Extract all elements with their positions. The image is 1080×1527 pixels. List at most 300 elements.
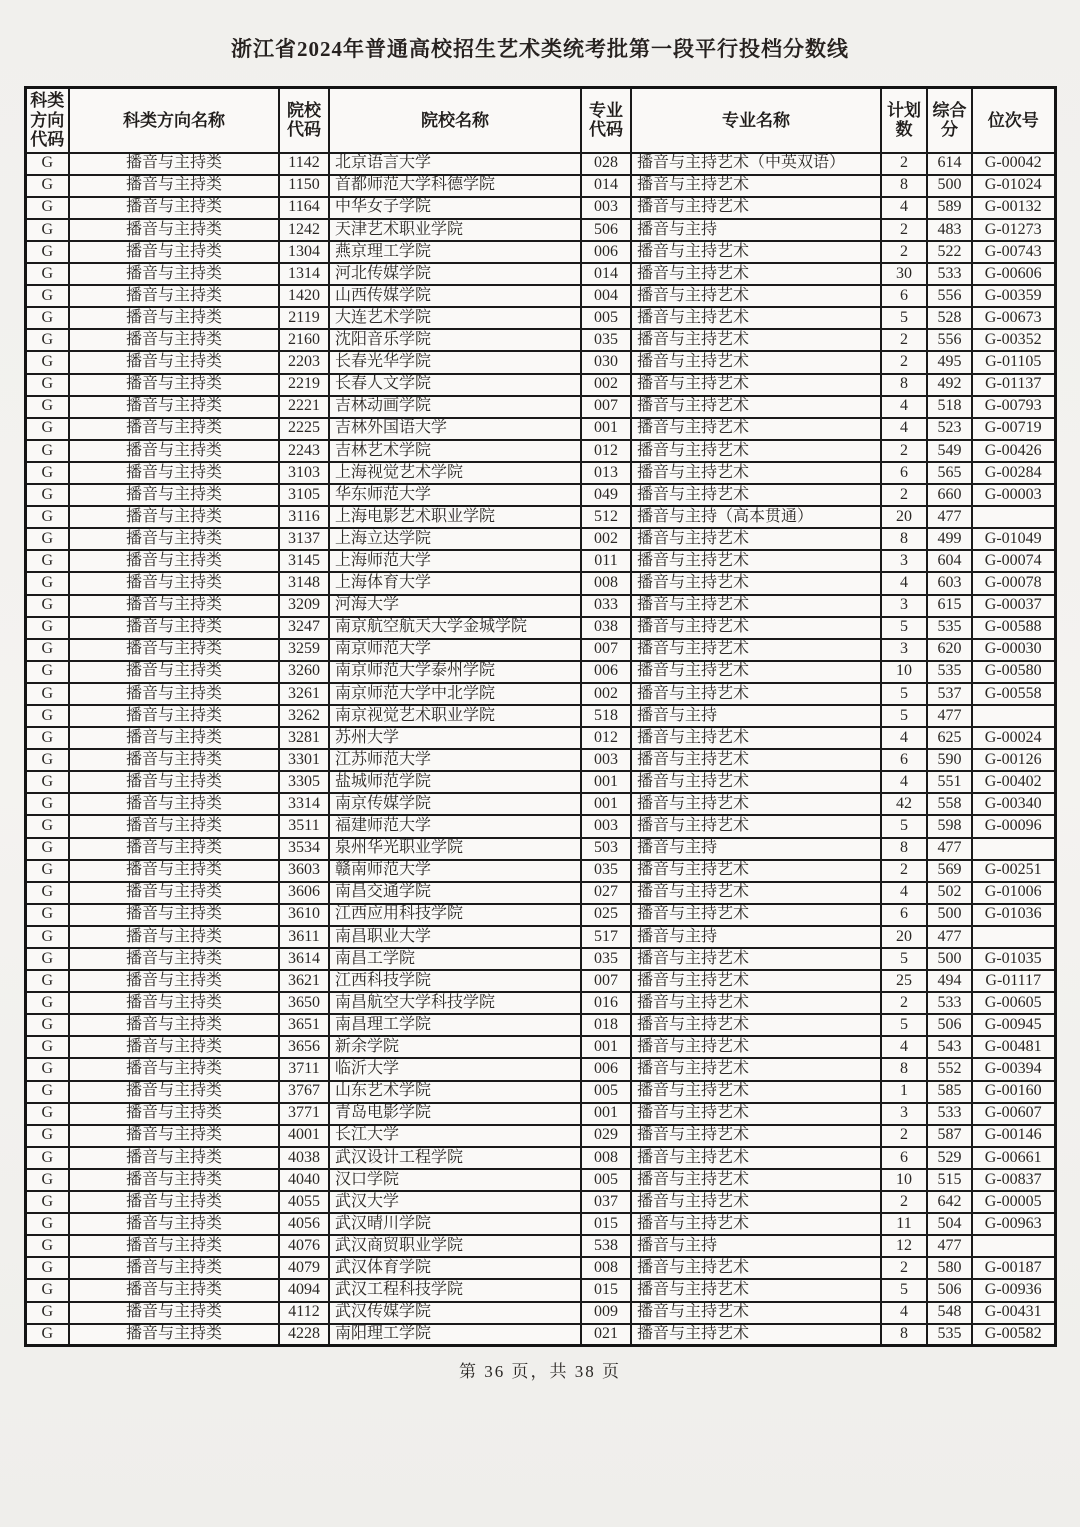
cell: 6 <box>881 285 927 307</box>
cell: 569 <box>927 860 972 882</box>
cell: 播音与主持艺术 <box>631 197 881 219</box>
cell: 2 <box>881 992 927 1014</box>
cell: G <box>25 396 69 418</box>
cell: 517 <box>581 926 631 948</box>
cell: 苏州大学 <box>329 727 581 749</box>
cell: G-00003 <box>972 484 1055 506</box>
cell: 播音与主持艺术 <box>631 771 881 793</box>
cell: 2 <box>881 1191 927 1213</box>
cell: 2 <box>881 1257 927 1279</box>
cell: 035 <box>581 329 631 351</box>
table-row <box>25 550 1055 572</box>
cell: 播音与主持艺术 <box>631 992 881 1014</box>
cell: 551 <box>927 771 972 793</box>
cell: 477 <box>927 838 972 860</box>
cell: 002 <box>581 683 631 705</box>
cell: G-00431 <box>972 1302 1055 1324</box>
cell: 播音与主持类 <box>69 528 279 550</box>
cell: 615 <box>927 595 972 617</box>
cell: 长春光华学院 <box>329 351 581 373</box>
cell: 535 <box>927 661 972 683</box>
cell: G-00251 <box>972 860 1055 882</box>
cell: 522 <box>927 241 972 263</box>
cell: 6 <box>881 462 927 484</box>
cell: 477 <box>927 1235 972 1257</box>
cell: 南昌交通学院 <box>329 882 581 904</box>
cell: G <box>25 948 69 970</box>
cell: 播音与主持类 <box>69 1103 279 1125</box>
cell: 播音与主持类 <box>69 197 279 219</box>
cell: G-01137 <box>972 374 1055 396</box>
column-header-8: 综合分 <box>927 88 972 153</box>
cell: 543 <box>927 1036 972 1058</box>
cell <box>972 1235 1055 1257</box>
cell: 5 <box>881 1279 927 1301</box>
cell: 播音与主持艺术 <box>631 1058 881 1080</box>
cell: G <box>25 1235 69 1257</box>
cell: 3614 <box>279 948 329 970</box>
cell: 013 <box>581 462 631 484</box>
cell: 506 <box>927 1014 972 1036</box>
cell: G-00558 <box>972 683 1055 705</box>
cell: 播音与主持艺术 <box>631 860 881 882</box>
cell: 播音与主持艺术 <box>631 1279 881 1301</box>
cell: 武汉设计工程学院 <box>329 1147 581 1169</box>
cell: 上海视觉艺术学院 <box>329 462 581 484</box>
cell: 播音与主持艺术 <box>631 1213 881 1235</box>
cell: G-00132 <box>972 197 1055 219</box>
cell: G-01105 <box>972 351 1055 373</box>
cell: 4 <box>881 771 927 793</box>
cell: 播音与主持 <box>631 926 881 948</box>
table-row <box>25 285 1055 307</box>
table-row <box>25 1324 1055 1346</box>
cell: 3209 <box>279 595 329 617</box>
cell: G <box>25 241 69 263</box>
table-body <box>25 153 1055 1346</box>
cell: 42 <box>881 793 927 815</box>
cell: 播音与主持类 <box>69 396 279 418</box>
cell: 533 <box>927 992 972 1014</box>
cell: 播音与主持类 <box>69 1125 279 1147</box>
cell: 播音与主持艺术 <box>631 1324 881 1346</box>
cell: 30 <box>881 263 927 285</box>
cell: 中华女子学院 <box>329 197 581 219</box>
cell: 502 <box>927 882 972 904</box>
cell: 620 <box>927 639 972 661</box>
table-row <box>25 1081 1055 1103</box>
cell: 483 <box>927 219 972 241</box>
cell: 027 <box>581 882 631 904</box>
cell: G-00673 <box>972 307 1055 329</box>
cell: 3314 <box>279 793 329 815</box>
cell: 007 <box>581 639 631 661</box>
cell: 播音与主持艺术 <box>631 572 881 594</box>
cell: G <box>25 285 69 307</box>
cell: G-00402 <box>972 771 1055 793</box>
cell: 播音与主持类 <box>69 617 279 639</box>
cell: 播音与主持类 <box>69 904 279 926</box>
cell: 021 <box>581 1324 631 1346</box>
cell: G-00078 <box>972 572 1055 594</box>
cell: G <box>25 727 69 749</box>
cell: 014 <box>581 175 631 197</box>
cell: 播音与主持艺术 <box>631 815 881 837</box>
cell: 播音与主持类 <box>69 727 279 749</box>
cell: 3103 <box>279 462 329 484</box>
cell: 2219 <box>279 374 329 396</box>
cell: G <box>25 484 69 506</box>
cell: G-01006 <box>972 882 1055 904</box>
cell: 1304 <box>279 241 329 263</box>
cell: G <box>25 617 69 639</box>
cell: 603 <box>927 572 972 594</box>
table-row <box>25 418 1055 440</box>
cell: G-00096 <box>972 815 1055 837</box>
cell: 2 <box>881 329 927 351</box>
cell: G <box>25 639 69 661</box>
cell: 8 <box>881 838 927 860</box>
table-row <box>25 572 1055 594</box>
cell: 播音与主持艺术 <box>631 484 881 506</box>
cell: 5 <box>881 307 927 329</box>
cell: 3 <box>881 1103 927 1125</box>
cell: 499 <box>927 528 972 550</box>
column-header-3: 院校代码 <box>279 88 329 153</box>
score-table <box>24 86 1057 1347</box>
cell: 播音与主持艺术 <box>631 329 881 351</box>
cell: 播音与主持 <box>631 219 881 241</box>
cell: G <box>25 1257 69 1279</box>
table-row <box>25 1147 1055 1169</box>
table-row <box>25 351 1055 373</box>
cell: 3281 <box>279 727 329 749</box>
table-row <box>25 727 1055 749</box>
cell: G-00588 <box>972 617 1055 639</box>
cell: G <box>25 661 69 683</box>
table-row <box>25 329 1055 351</box>
cell: 049 <box>581 484 631 506</box>
cell: 播音与主持类 <box>69 219 279 241</box>
cell: G-00030 <box>972 639 1055 661</box>
cell: 002 <box>581 374 631 396</box>
cell: G-00042 <box>972 153 1055 175</box>
column-header-9: 位次号 <box>972 88 1055 153</box>
table-row <box>25 153 1055 175</box>
cell: 556 <box>927 329 972 351</box>
cell: 播音与主持类 <box>69 307 279 329</box>
table-row <box>25 506 1055 528</box>
cell: G <box>25 550 69 572</box>
cell: 538 <box>581 1235 631 1257</box>
cell: 播音与主持类 <box>69 572 279 594</box>
cell: 南昌工学院 <box>329 948 581 970</box>
cell: 4 <box>881 1036 927 1058</box>
cell: 002 <box>581 528 631 550</box>
cell: 003 <box>581 815 631 837</box>
cell: 3771 <box>279 1103 329 1125</box>
cell <box>972 838 1055 860</box>
cell: 4055 <box>279 1191 329 1213</box>
cell: 吉林动画学院 <box>329 396 581 418</box>
cell: 5 <box>881 617 927 639</box>
cell: 播音与主持类 <box>69 329 279 351</box>
table-row <box>25 219 1055 241</box>
cell: 3610 <box>279 904 329 926</box>
cell: 首都师范大学科德学院 <box>329 175 581 197</box>
cell: G <box>25 307 69 329</box>
cell: G <box>25 1213 69 1235</box>
cell: 535 <box>927 1324 972 1346</box>
cell: G-00005 <box>972 1191 1055 1213</box>
cell: 005 <box>581 1169 631 1191</box>
column-header-7: 计划数 <box>881 88 927 153</box>
table-row <box>25 1279 1055 1301</box>
cell: G-00024 <box>972 727 1055 749</box>
cell: 4 <box>881 882 927 904</box>
cell: 播音与主持艺术 <box>631 550 881 572</box>
table-row <box>25 595 1055 617</box>
cell: 506 <box>927 1279 972 1301</box>
cell: 2 <box>881 241 927 263</box>
table-row <box>25 1257 1055 1279</box>
table-row <box>25 860 1055 882</box>
cell: G-01117 <box>972 970 1055 992</box>
cell: 泉州华光职业学院 <box>329 838 581 860</box>
cell: 播音与主持艺术 <box>631 1125 881 1147</box>
cell: G <box>25 1036 69 1058</box>
cell: 播音与主持类 <box>69 639 279 661</box>
cell: 4040 <box>279 1169 329 1191</box>
cell: 500 <box>927 175 972 197</box>
cell: 1420 <box>279 285 329 307</box>
cell: G <box>25 528 69 550</box>
cell: 3 <box>881 639 927 661</box>
cell: 上海立达学院 <box>329 528 581 550</box>
cell: 007 <box>581 396 631 418</box>
cell: G <box>25 1125 69 1147</box>
cell: 长春人文学院 <box>329 374 581 396</box>
cell: 播音与主持类 <box>69 926 279 948</box>
table-row <box>25 528 1055 550</box>
cell: 3261 <box>279 683 329 705</box>
cell: G <box>25 771 69 793</box>
cell: 盐城师范学院 <box>329 771 581 793</box>
cell: 播音与主持类 <box>69 1014 279 1036</box>
cell: 3767 <box>279 1081 329 1103</box>
cell: 播音与主持艺术 <box>631 396 881 418</box>
column-header-6: 专业名称 <box>631 88 881 153</box>
cell: 播音与主持类 <box>69 1058 279 1080</box>
cell: 播音与主持艺术 <box>631 948 881 970</box>
cell: 播音与主持类 <box>69 506 279 528</box>
cell: 552 <box>927 1058 972 1080</box>
cell: G <box>25 904 69 926</box>
cell: 播音与主持类 <box>69 1147 279 1169</box>
cell: 008 <box>581 572 631 594</box>
cell: 590 <box>927 749 972 771</box>
cell: 播音与主持艺术 <box>631 175 881 197</box>
cell: 503 <box>581 838 631 860</box>
cell: 播音与主持类 <box>69 351 279 373</box>
cell: 598 <box>927 815 972 837</box>
table-row <box>25 462 1055 484</box>
cell: 2221 <box>279 396 329 418</box>
cell: 播音与主持类 <box>69 1257 279 1279</box>
cell: G-00936 <box>972 1279 1055 1301</box>
cell: 001 <box>581 771 631 793</box>
cell: 007 <box>581 970 631 992</box>
cell: 014 <box>581 263 631 285</box>
cell: 8 <box>881 528 927 550</box>
cell: 2243 <box>279 440 329 462</box>
cell: 播音与主持类 <box>69 838 279 860</box>
cell: 003 <box>581 197 631 219</box>
cell: 6 <box>881 904 927 926</box>
cell: 播音与主持艺术 <box>631 307 881 329</box>
cell: 4076 <box>279 1235 329 1257</box>
cell: G <box>25 1279 69 1301</box>
cell: 4 <box>881 418 927 440</box>
cell: 南昌职业大学 <box>329 926 581 948</box>
cell: G <box>25 351 69 373</box>
table-row <box>25 815 1055 837</box>
cell: 515 <box>927 1169 972 1191</box>
table-row <box>25 639 1055 661</box>
cell: G-00793 <box>972 396 1055 418</box>
table-row <box>25 838 1055 860</box>
cell: 播音与主持艺术 <box>631 1169 881 1191</box>
cell: 2225 <box>279 418 329 440</box>
cell: 008 <box>581 1257 631 1279</box>
cell: 山东艺术学院 <box>329 1081 581 1103</box>
cell: 2 <box>881 1125 927 1147</box>
cell: 8 <box>881 1324 927 1346</box>
cell: 播音与主持艺术 <box>631 1257 881 1279</box>
cell: 播音与主持艺术 <box>631 882 881 904</box>
cell: 2 <box>881 484 927 506</box>
cell: 大连艺术学院 <box>329 307 581 329</box>
cell: 播音与主持类 <box>69 683 279 705</box>
cell: 播音与主持类 <box>69 285 279 307</box>
table-row <box>25 904 1055 926</box>
cell: G <box>25 1169 69 1191</box>
table-row <box>25 926 1055 948</box>
cell: G-01035 <box>972 948 1055 970</box>
cell: 播音与主持类 <box>69 705 279 727</box>
cell: 播音与主持类 <box>69 374 279 396</box>
cell: 天津艺术职业学院 <box>329 219 581 241</box>
cell: 播音与主持类 <box>69 860 279 882</box>
cell: G-00837 <box>972 1169 1055 1191</box>
cell: G-00160 <box>972 1081 1055 1103</box>
cell: 529 <box>927 1147 972 1169</box>
cell: 037 <box>581 1191 631 1213</box>
cell: 3606 <box>279 882 329 904</box>
cell: 003 <box>581 749 631 771</box>
cell: 播音与主持类 <box>69 175 279 197</box>
cell: 江西应用科技学院 <box>329 904 581 926</box>
cell: G-00582 <box>972 1324 1055 1346</box>
cell: 南昌航空大学科技学院 <box>329 992 581 1014</box>
cell: 028 <box>581 153 631 175</box>
cell: G <box>25 815 69 837</box>
cell: 播音与主持类 <box>69 484 279 506</box>
cell: 3603 <box>279 860 329 882</box>
column-header-2: 科类方向名称 <box>69 88 279 153</box>
cell: 武汉传媒学院 <box>329 1302 581 1324</box>
cell: G <box>25 970 69 992</box>
cell: 播音与主持类 <box>69 241 279 263</box>
cell: 549 <box>927 440 972 462</box>
cell: 3301 <box>279 749 329 771</box>
cell: G <box>25 749 69 771</box>
cell: 012 <box>581 440 631 462</box>
cell: 533 <box>927 1103 972 1125</box>
cell: 3260 <box>279 661 329 683</box>
cell: 25 <box>881 970 927 992</box>
cell: 2 <box>881 860 927 882</box>
cell: 播音与主持类 <box>69 550 279 572</box>
cell: 2 <box>881 440 927 462</box>
cell: 播音与主持艺术 <box>631 351 881 373</box>
cell: 587 <box>927 1125 972 1147</box>
cell: 3650 <box>279 992 329 1014</box>
cell: 8 <box>881 374 927 396</box>
cell: G <box>25 705 69 727</box>
cell: 3511 <box>279 815 329 837</box>
cell: 006 <box>581 661 631 683</box>
cell: 4112 <box>279 1302 329 1324</box>
cell: 播音与主持类 <box>69 440 279 462</box>
cell: G <box>25 1058 69 1080</box>
cell: G <box>25 793 69 815</box>
cell: 播音与主持类 <box>69 882 279 904</box>
cell: 江苏师范大学 <box>329 749 581 771</box>
cell: 558 <box>927 793 972 815</box>
cell: G <box>25 1147 69 1169</box>
cell: G <box>25 1014 69 1036</box>
cell: 吉林外国语大学 <box>329 418 581 440</box>
cell: 029 <box>581 1125 631 1147</box>
table-row <box>25 1302 1055 1324</box>
cell: 播音与主持艺术 <box>631 462 881 484</box>
cell: G <box>25 926 69 948</box>
cell: 南京视觉艺术职业学院 <box>329 705 581 727</box>
cell: 南昌理工学院 <box>329 1014 581 1036</box>
cell: 4 <box>881 727 927 749</box>
cell: 播音与主持艺术 <box>631 793 881 815</box>
cell: 001 <box>581 418 631 440</box>
table-row <box>25 749 1055 771</box>
cell: 492 <box>927 374 972 396</box>
cell: 025 <box>581 904 631 926</box>
cell: 548 <box>927 1302 972 1324</box>
cell: 华东师范大学 <box>329 484 581 506</box>
cell: 播音与主持类 <box>69 462 279 484</box>
cell: G <box>25 860 69 882</box>
column-header-5: 专业代码 <box>581 88 631 153</box>
cell: G-00606 <box>972 263 1055 285</box>
cell: 播音与主持类 <box>69 1324 279 1346</box>
table-row <box>25 175 1055 197</box>
table-row <box>25 683 1055 705</box>
cell: 035 <box>581 948 631 970</box>
cell: 20 <box>881 506 927 528</box>
cell: G-00661 <box>972 1147 1055 1169</box>
cell: G-00074 <box>972 550 1055 572</box>
cell: 播音与主持艺术 <box>631 1036 881 1058</box>
